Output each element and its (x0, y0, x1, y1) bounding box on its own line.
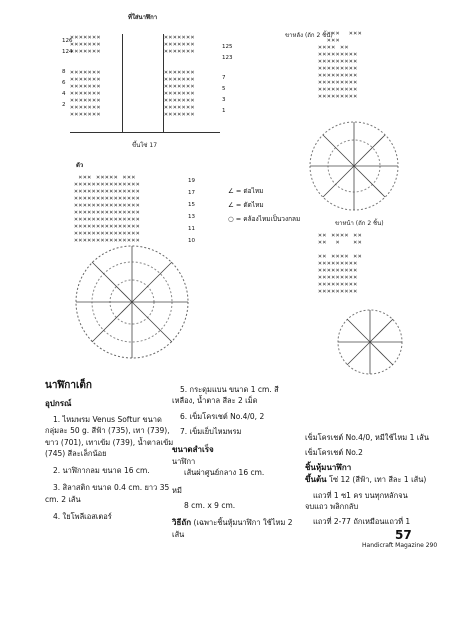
size-item: 8 cm. x 9 cm. (184, 500, 236, 510)
legend-text: = ตัดไหม (235, 201, 264, 209)
size-item: นาฬิกา (172, 457, 196, 466)
join-yarn-icon: ∠ (228, 187, 234, 195)
row-label: 5 (222, 86, 226, 92)
row-label: 2 (62, 102, 66, 108)
row-label: 4 (62, 91, 66, 97)
article-title: นาฬิกาเต็ก (45, 380, 92, 391)
round-body-chart (72, 240, 192, 365)
method-intro: (เฉพาะชิ้นหุ้มนาฬิกา ใช้ไหม 2 เส้น (172, 518, 293, 539)
row-label: 1 (222, 108, 226, 114)
col3-line: เข็มโครเชต์ No.4/0, หมีใช้ไหม 1 เส้น (305, 433, 430, 442)
watch-strap-chart (60, 34, 240, 154)
row-label: 15 (188, 202, 195, 208)
col3-row2: แถวที่ 2-77 ถักเหมือนแถวที่ 1 (313, 517, 411, 526)
size-heading: ขนาดสำเร็จ (172, 445, 214, 454)
strap-gap (122, 34, 164, 132)
material-item: 7. เข็มเย็บไหมพรม (180, 426, 242, 436)
cut-yarn-icon: ∠ (228, 201, 234, 209)
legend-item (228, 212, 300, 226)
row-label: 11 (188, 226, 195, 232)
row-label: 3 (222, 97, 226, 103)
front-leg-title: ขาหน้า (ถัก 2 ชิ้น) (335, 220, 384, 227)
article-column-3 (305, 432, 435, 527)
material-item: 5. กระดุมแบน ขนาด 1 cm. สีเหลือง, น้ำตาล สีละ 2 เม็ด (172, 385, 279, 406)
material-item: 3. สิลาสติก ขนาด 0.4 cm. ยาว 35 cm. 2 เส้น (45, 483, 170, 504)
col3-row1: แถวที่ 1 ซ1 คร บนทุกหลักจน (313, 490, 408, 500)
strap-left-grid: ××××××× ××××××× ××××××× ××××××× ××××××× ××××××× ××××××× ××××××× ××××××× ××××××× (70, 33, 101, 118)
method-heading: วิธีถัก (172, 518, 192, 527)
watch-strap-title: ที่ใส่นาฬิกา (128, 14, 158, 21)
article-column-1 (45, 378, 175, 522)
front-leg-grid: ×× ×××× ×× ×× × ×× ×× ×××× ×× ××××××××× ××××××××× ××××××××× ××××××××× ××××××××× (318, 231, 363, 295)
row-label: 19 (188, 178, 195, 184)
col3-row1b: จบแถว พลิกกลับ (305, 501, 359, 511)
back-leg-grid: ××× ××× ××× ×××× ×× ××××××××× ××××××××× ××××××××× ××××××××× ××××××××× ××××××××× ××××××××× (318, 29, 363, 100)
legend (228, 184, 300, 226)
material-item: 6. เข็มโครเชต์ No.4/0, 2 (180, 411, 265, 421)
row-label: 6 (62, 80, 66, 86)
strap-base-line (70, 132, 220, 133)
legend-item (228, 198, 300, 212)
article-column-2 (172, 384, 297, 540)
col3-start: ขึ้นต้น (305, 474, 327, 484)
magazine-name: Handicraft Magazine 290 (362, 542, 438, 549)
head-title: ตัว (76, 162, 84, 169)
col3-line: เข็มโครเชต์ No.2 (305, 448, 363, 458)
row-label: 124 (62, 49, 73, 55)
row-label: 17 (188, 190, 195, 196)
material-item: 1. ไหมพรม Venus Softur ขนาด กลุ่มละ 50 g. สีฟ้า (735), เทา (739), ขาว (701), เทาเข้ม (739), น้ำตาลเข้ม (745) สีละเล็กน้อย (45, 415, 174, 458)
front-leg-sole (330, 306, 410, 378)
strap-caption: ขึ้นโซ่ 17 (132, 142, 158, 149)
legend-text: = ต่อไหม (235, 187, 264, 195)
back-leg-title: ขาหลัง (ถัก 2 ชิ้น) (285, 32, 333, 39)
row-label: 125 (222, 44, 233, 50)
back-leg-sole (304, 118, 404, 214)
col3-heading: ชิ้นหุ้มนาฬิกา (305, 462, 352, 472)
legend-text: = คล้องไหมเป็นวงกลม (235, 215, 301, 223)
row-label: 13 (188, 214, 195, 220)
row-label: 10 (188, 238, 195, 244)
materials-heading: อุปกรณ์ (45, 399, 72, 408)
legend-item (228, 184, 300, 198)
head-row-labels (188, 175, 195, 247)
col3-start-text: โซ่ 12 (สีฟ้า, เทา สีละ 1 เส้น) (329, 474, 427, 484)
row-label: 126 (62, 38, 73, 44)
size-item: เส้นผ่าศูนย์กลาง 16 cm. (184, 468, 265, 478)
size-item: หมี (172, 485, 182, 495)
strap-left-labels (62, 36, 73, 111)
row-label: 7 (222, 75, 226, 81)
material-item: 2. นาฬิกากลม ขนาด 16 cm. (53, 466, 150, 475)
row-label: 123 (222, 55, 233, 61)
row-label: 8 (62, 69, 66, 75)
strap-right-labels (222, 42, 233, 117)
loop-icon: ○ (228, 215, 234, 223)
page-number: 57 (395, 528, 412, 542)
head-grid: ××× ××××× ××× ××××××××××××××× ××××××××××××××× ××××××××××××××× ××××××××××××××× ××××××××××××××× ××××××××××××××× ××××××××××××××× ××××××××××××××× ××××××××××××××× (74, 173, 141, 244)
strap-right-grid: ××××××× ××××××× ××××××× ××××××× ××××××× ××××××× ××××××× ××××××× ××××××× ××××××× (164, 33, 195, 118)
material-item: 4. ใยโพลีเอสเตอร์ (53, 511, 112, 521)
